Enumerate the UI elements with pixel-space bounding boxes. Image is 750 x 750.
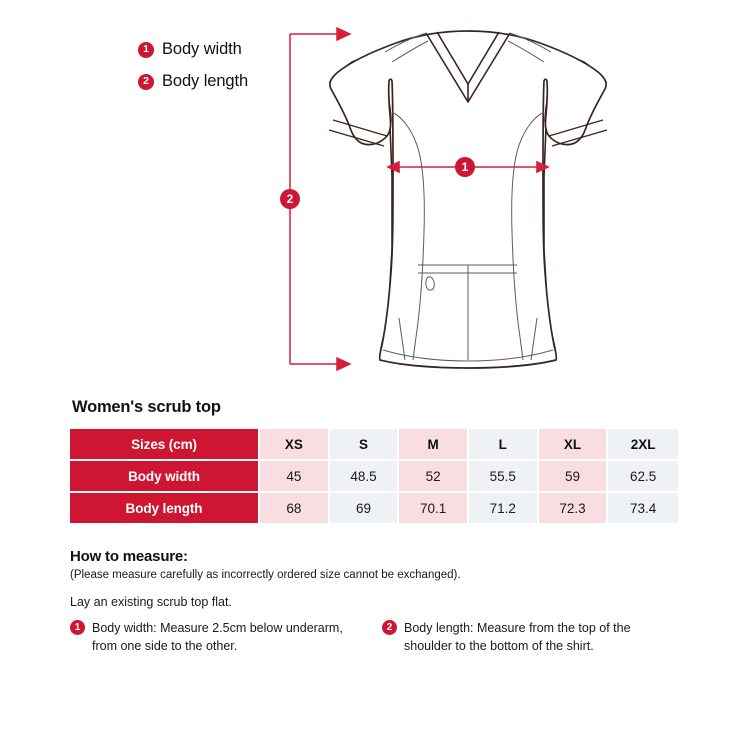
how-to-text-body-width: Body width: Measure 2.5cm below underarm, from one side to the other.	[92, 621, 343, 654]
how-to-measure-note: (Please measure carefully as incorrectly ordered size cannot be exchanged).	[70, 569, 461, 581]
dimension-badge-body-length: 2	[280, 189, 300, 209]
cell-body-length-xl: 72.3	[539, 493, 609, 523]
how-to-item-body-width	[70, 619, 360, 655]
how-to-text-body-length: Body length: Measure from the top of the shoulder to the bottom of the shirt.	[404, 621, 631, 654]
table-header-size-2xl: 2XL	[608, 429, 678, 459]
cell-body-length-s: 69	[330, 493, 400, 523]
how-to-item-body-length	[382, 619, 672, 655]
size-table-section	[70, 398, 678, 525]
size-chart-table	[70, 427, 678, 525]
legend-badge-2: 2	[138, 74, 154, 90]
cell-body-width-s: 48.5	[330, 461, 400, 491]
cell-body-length-2xl: 73.4	[608, 493, 678, 523]
row-label-body-width: Body width	[70, 461, 260, 491]
how-to-measure-section	[70, 548, 690, 655]
cell-body-length-m: 70.1	[399, 493, 469, 523]
table-row	[70, 461, 678, 491]
table-header-row	[70, 429, 678, 459]
how-to-measure-lead: Lay an existing scrub top flat.	[70, 595, 232, 609]
row-label-body-length: Body length	[70, 493, 260, 523]
cell-body-width-xs: 45	[260, 461, 330, 491]
cell-body-length-l: 71.2	[469, 493, 539, 523]
cell-body-length-xs: 68	[260, 493, 330, 523]
table-header-sizes: Sizes (cm)	[70, 429, 260, 459]
how-to-measure-items	[70, 619, 690, 655]
legend-label-body-width: Body width	[162, 40, 242, 58]
how-to-badge-2: 2	[382, 620, 397, 635]
table-header-size-l: L	[469, 429, 539, 459]
cell-body-width-2xl: 62.5	[608, 461, 678, 491]
cell-body-width-xl: 59	[539, 461, 609, 491]
cell-body-width-m: 52	[399, 461, 469, 491]
table-row	[70, 493, 678, 523]
table-header-size-xs: XS	[260, 429, 330, 459]
table-header-size-s: S	[330, 429, 400, 459]
how-to-badge-1: 1	[70, 620, 85, 635]
how-to-measure-title: How to measure:	[70, 548, 188, 565]
legend-label-body-length: Body length	[162, 72, 249, 90]
legend-badge-1: 1	[138, 42, 154, 58]
table-header-size-m: M	[399, 429, 469, 459]
table-title: Women's scrub top	[72, 398, 221, 416]
cell-body-width-l: 55.5	[469, 461, 539, 491]
table-header-size-xl: XL	[539, 429, 609, 459]
dimension-badge-body-width: 1	[455, 157, 475, 177]
